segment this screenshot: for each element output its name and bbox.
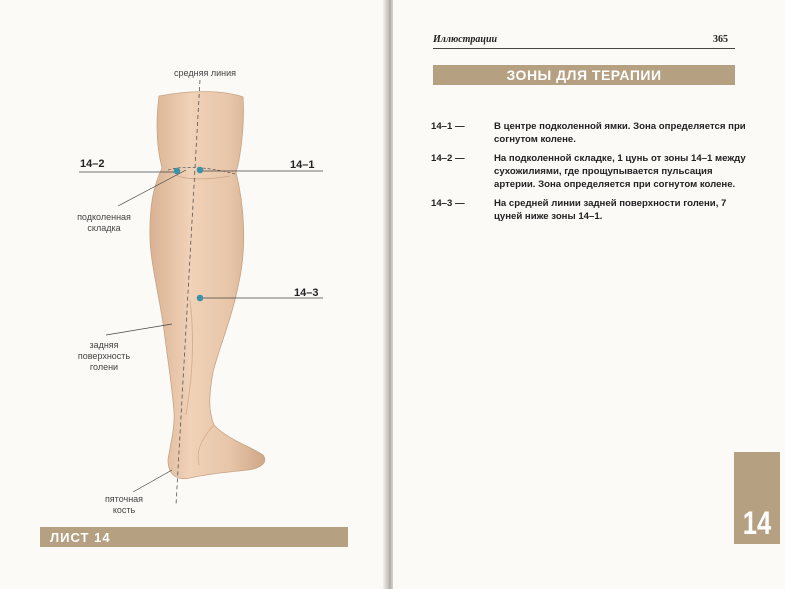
section-title: ЗОНЫ ДЛЯ ТЕРАПИИ [506,67,662,83]
zone-code: 14–3 — [431,198,465,209]
left-page [0,0,388,589]
list-item [431,120,751,146]
zone-description: На средней линии задней поверхности голени, 7 цуней ниже зоны 14–1. [494,198,727,222]
list-item [431,152,751,191]
zone-description: На подколенной складке, 1 цунь от зоны 14–1 между сухожилиями, где прощупывается пульсация артерии. Зона определяется при согнутом колене. [494,153,746,190]
leg-drawing [0,0,388,589]
zone-code: 14–1 — [431,121,465,132]
sheet-label-bar [40,527,348,547]
zone-code: 14–2 — [431,153,465,164]
point-14-3 [197,295,204,302]
chapter-tab-number: 14 [742,505,772,541]
right-page [393,0,785,589]
leader-heel [133,470,172,492]
leg-shape [150,92,265,479]
header-rule [433,48,735,49]
zone-list [431,120,751,229]
section-title-bar [433,65,735,85]
leader-shin [106,324,172,335]
heel-bone-label: пяточная кость [104,494,144,515]
point-14-1 [197,167,204,174]
point-label-14-3: 14–3 [294,287,319,299]
point-14-2 [174,168,181,175]
point-label-14-2: 14–2 [80,158,105,170]
posterior-shin-label: задняя поверхность голени [77,340,131,372]
popliteal-crease-label: подколенная складка [77,212,131,233]
sheet-label: ЛИСТ 14 [50,530,111,545]
running-header: Иллюстрации [433,34,498,45]
point-label-14-1: 14–1 [290,159,315,171]
page-number: 365 [713,34,728,45]
list-item [431,197,751,223]
leg-illustration [0,0,388,589]
midline-label: средняя линия [174,68,236,78]
chapter-tab [734,452,780,544]
zone-description: В центре подколенной ямки. Зона определяется при согнутом колене. [494,121,746,145]
